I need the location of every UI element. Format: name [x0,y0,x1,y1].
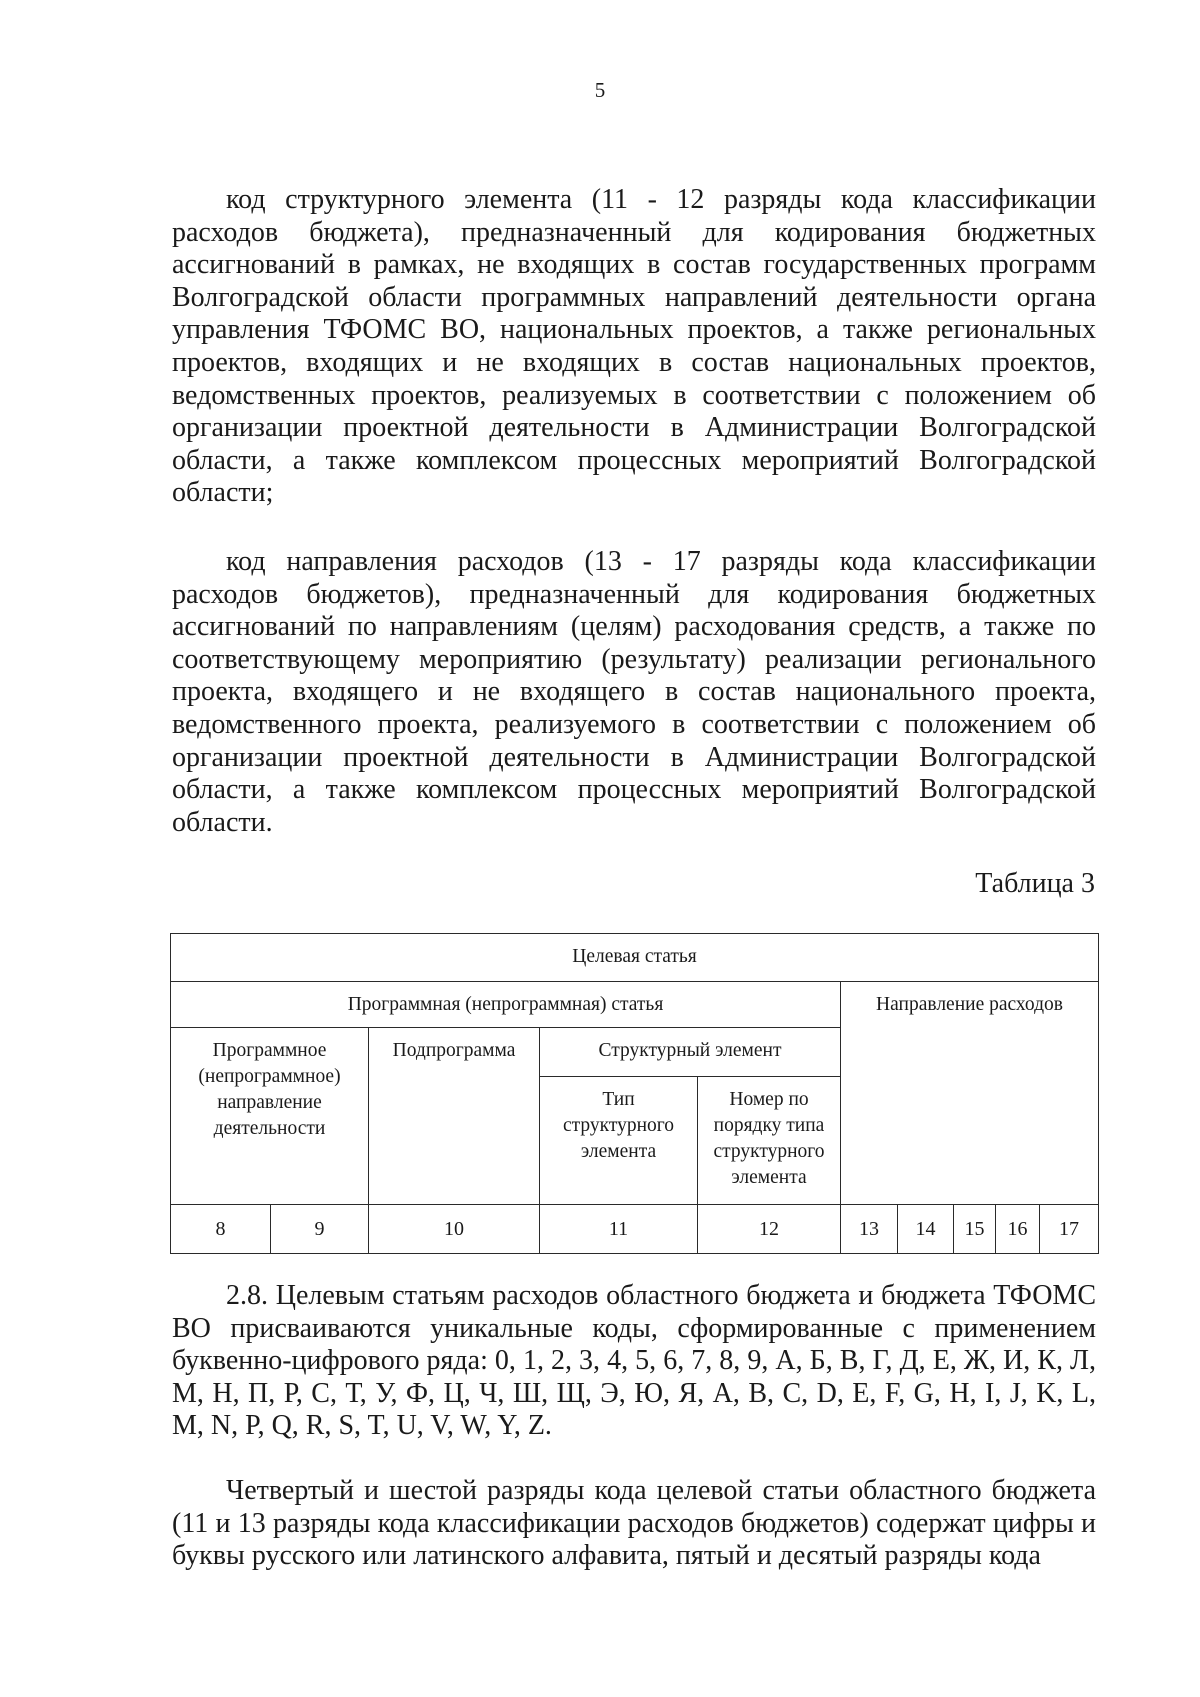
page-number: 5 [594,78,606,102]
header-element-type: Тип структурного элемента [540,1077,698,1205]
table-caption: Таблица 3 [975,868,1095,899]
digit-cell: 11 [540,1205,698,1254]
paragraph-expense-direction-code: код направления расходов (13 - 17 разряды кода классификации расходов бюджетов), предназначенный для кодирования бюджетных ассигнований по направлениям (целям) расходования средств, а также по соответствующему мероприятию (результату) реализации регионального проекта, входящего и не входящего в состав национального проекта, ведомственного проекта, реализуемого в соответствии с положением об организации проектной деятельности в Администрации Волгоградской области, а также комплексом процессных мероприятий Волгоградской области. [172,546,1096,838]
paragraph-code-digits: Четвертый и шестой разряды кода целевой статьи областного бюджета (11 и 13 разряды кода классификации расходов бюджетов) содержат цифры и буквы русского или латинского алфавита, пятый и десятый разряды кода [172,1475,1096,1572]
target-article-table [170,933,1099,1254]
digit-cell: 12 [698,1205,841,1254]
header-structural-element: Структурный элемент [540,1028,841,1077]
header-subprogram: Подпрограмма [369,1028,540,1205]
digit-cell: 16 [996,1205,1040,1254]
header-program-direction: Программное (непрограммное) направление деятельности [171,1028,369,1205]
header-expense-direction: Направление расходов [841,982,1099,1205]
digit-cell: 17 [1040,1205,1099,1254]
digit-cell: 14 [898,1205,954,1254]
digit-cell: 10 [369,1205,540,1254]
header-element-number: Номер по порядку типа структурного элемента [698,1077,841,1205]
digit-cell: 15 [954,1205,996,1254]
paragraph-structural-element-code: код структурного элемента (11 - 12 разряды кода классификации расходов бюджета), предназначенный для кодирования бюджетных ассигнований в рамках, не входящих в состав государственных программ Волгоградской области программных направлений деятельности органа управления ТФОМС ВО, национальных проектов, а также региональных проектов, входящих и не входящих в состав национальных проектов, ведомственных проектов, реализуемых в соответствии с положением об организации проектной деятельности в Администрации Волгоградской области, а также комплексом процессных мероприятий Волгоградской области; [172,184,1096,509]
header-program-article: Программная (непрограммная) статья [171,982,841,1028]
paragraph-unique-codes: 2.8. Целевым статьям расходов областного бюджета и бюджета ТФОМС ВО присваиваются уникальные коды, сформированные с применением буквенно-цифрового ряда: 0, 1, 2, 3, 4, 5, 6, 7, 8, 9, А, Б, В, Г, Д, Е, Ж, И, К, Л, М, Н, П, Р, С, Т, У, Ф, Ц, Ч, Ш, Щ, Э, Ю, Я, A, B, C, D, E, F, G, H, I, J, K, L, M, N, P, Q, R, S, T, U, V, W, Y, Z. [172,1280,1096,1442]
header-target-article: Целевая статья [171,934,1099,982]
digit-cell: 8 [171,1205,271,1254]
digit-cell: 13 [841,1205,898,1254]
digit-cell: 9 [271,1205,369,1254]
